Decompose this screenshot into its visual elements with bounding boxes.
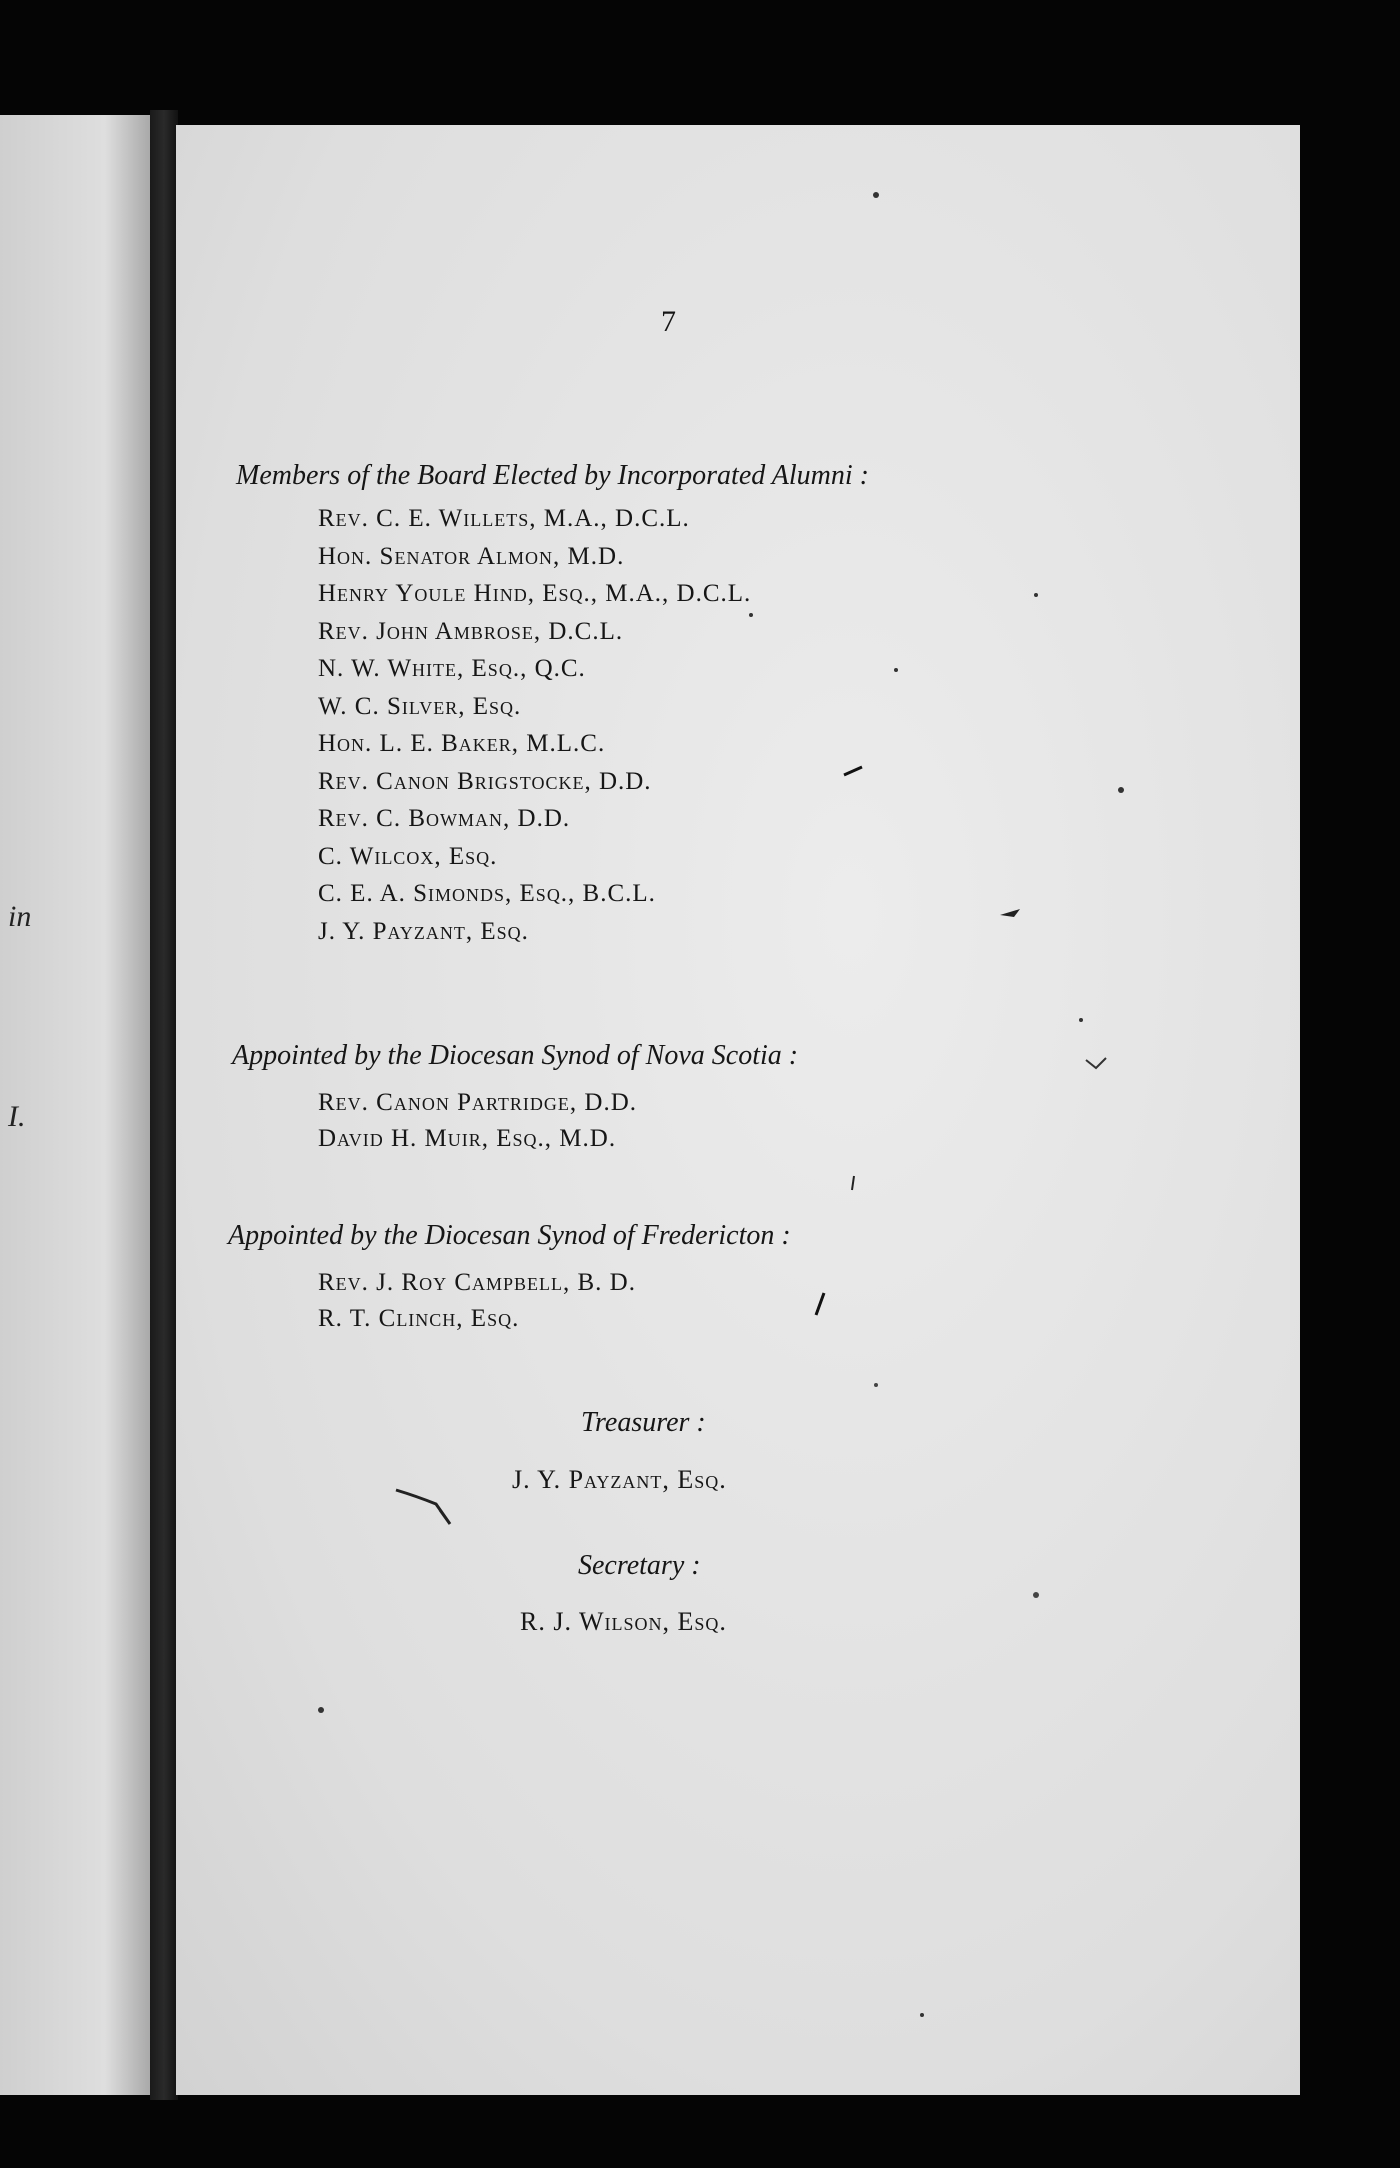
alumni-member-list	[318, 500, 751, 950]
document-page	[176, 125, 1300, 2095]
treasurer-name: J. Y. Payzant, Esq.	[512, 1465, 727, 1494]
list-item: Rev. J. Roy Campbell, B. D.	[318, 1269, 636, 1296]
list-item: Rev. Canon Brigstocke, D.D.	[318, 767, 652, 795]
list-item: N. W. White, Esq., Q.C.	[318, 655, 586, 682]
list-item: C. Wilcox, Esq.	[318, 842, 498, 870]
list-item: Hon. Senator Almon, M.D.	[318, 542, 625, 570]
nova-scotia-section-heading: Appointed by the Diocesan Synod of Nova Scotia :	[232, 1040, 799, 1071]
list-item: Rev. C. Bowman, D.D.	[318, 805, 571, 832]
book-gutter	[150, 110, 178, 2100]
secretary-name: R. J. Wilson, Esq.	[520, 1607, 727, 1636]
list-item: Rev. Canon Partridge, D.D.	[318, 1089, 638, 1116]
alumni-section-heading: Members of the Board Elected by Incorporated Alumni :	[236, 460, 869, 491]
fredericton-section-heading: Appointed by the Diocesan Synod of Fredericton :	[228, 1220, 791, 1251]
list-item: Hon. L. E. Baker, M.L.C.	[318, 730, 606, 757]
page-number: 7	[661, 305, 676, 338]
treasurer-title: Treasurer :	[581, 1407, 706, 1438]
list-item: R. T. Clinch, Esq.	[318, 1305, 520, 1332]
list-item: David H. Muir, Esq., M.D.	[318, 1125, 617, 1152]
secretary-title: Secretary :	[578, 1550, 701, 1581]
list-item: W. C. Silver, Esq.	[318, 692, 522, 720]
list-item: C. E. A. Simonds, Esq., B.C.L.	[318, 880, 656, 907]
facing-page-fragment: in	[8, 900, 32, 933]
list-item: Rev. John Ambrose, D.C.L.	[318, 617, 624, 645]
list-item: J. Y. Payzant, Esq.	[318, 917, 529, 945]
list-item: Rev. C. E. Willets, M.A., D.C.L.	[318, 505, 690, 532]
facing-page-edge	[0, 115, 150, 2095]
facing-page-fragment: I.	[8, 1100, 26, 1133]
fredericton-member-list	[318, 1265, 636, 1337]
nova-scotia-member-list	[318, 1085, 637, 1157]
list-item: Henry Youle Hind, Esq., M.A., D.C.L.	[318, 580, 752, 607]
